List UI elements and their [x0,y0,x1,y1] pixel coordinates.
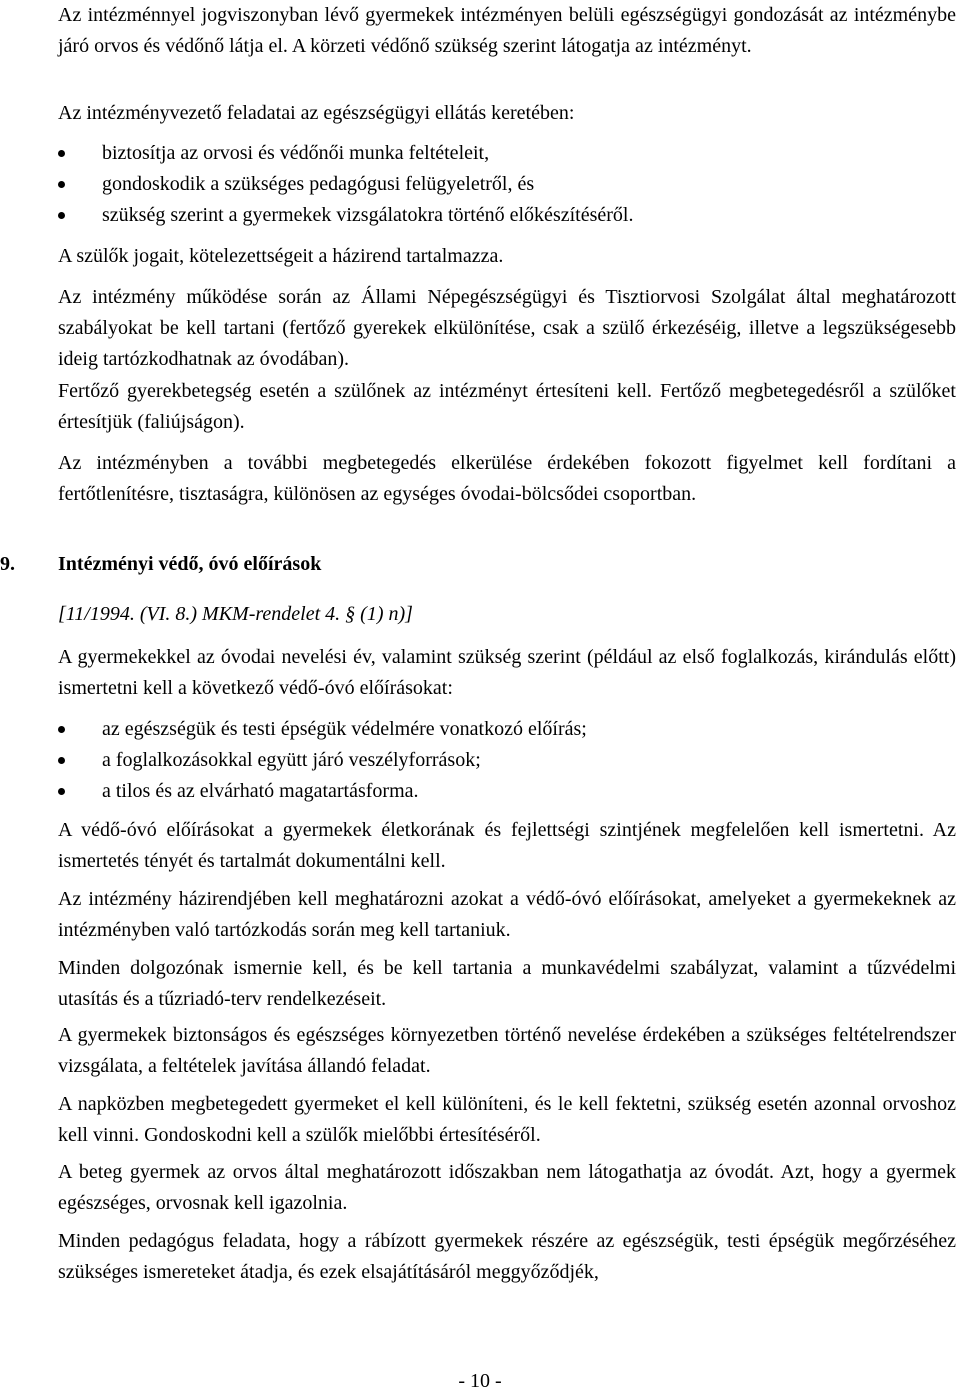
paragraph-safety-rules-intro: A gyermekekkel az óvodai nevelési év, valamint szükség szerint (például az első foglalkozás, kirándulás előtt) ismertetni kell a következő védő-óvó előírásokat: [58,646,956,699]
paragraph-infectious-disease: Fertőző gyerekbetegség esetén a szülőnek az intézményt értesíteni kell. Fertőző megbetegedésről a szülőket értesítjük (faliújságon). [58,380,956,433]
paragraph-parents-rights: A szülők jogait, kötelezettségeit a házirend tartalmazza. [58,245,504,267]
list-item: szükség szerint a gyermekek vizsgálatokra történő előkészítéséről. [58,200,956,231]
bullet-icon [58,788,65,795]
list-item: gondoskodik a szükséges pedagógusi felügyeletről, és [58,169,956,200]
legal-reference: [11/1994. (VI. 8.) MKM-rendelet 4. § (1) n)] [58,603,413,625]
bullet-icon [58,757,65,764]
paragraph-attendance: A beteg gyermek az orvos által meghatározott időszakban nem látogathatja az óvodát. Azt, hogy a gyermek egészséges, orvosnak kell igazolnia. [58,1161,956,1214]
list-item: a tilos és az elvárható magatartásforma. [58,776,956,807]
paragraph-disinfection: Az intézményben a további megbetegedés elkerülése érdekében fokozott figyelmet kell fordítani a fertőtlenítésre, tisztaságra, különösen az egységes óvodai-bölcsődei csoportban. [58,452,956,505]
paragraph-teacher-duty: Minden pedagógus feladata, hogy a rábízott gyermekek részére az egészségük, testi épségük megőrzéséhez szükséges ismereteket átadja, és ezek elsajátításáról meggyőződjék, [58,1230,956,1283]
section-number: 9. [0,553,15,575]
paragraph-safe-environment: A gyermekek biztonságos és egészséges környezetben történő nevelése érdekében a szükséges feltételrendszer vizsgálata, a feltételek javítása állandó feladat. [58,1024,956,1077]
paragraph-house-rules: Az intézmény házirendjében kell meghatározni azokat a védő-óvó előírásokat, amelyeket a gyermekeknek az intézményben való tartózkodás során meg kell tartaniuk. [58,888,956,941]
paragraph-staff-rules: Minden dolgozónak ismernie kell, és be kell tartania a munkavédelmi szabályzat, valamint a tűzvédelmi utasítás és a tűzriadó-terv rendelkezéseit. [58,957,956,1010]
section-title: Intézményi védő, óvó előírások [58,553,322,575]
paragraph-director-duties: Az intézményvezető feladatai az egészségügyi ellátás keretében: [58,102,575,124]
bullet-icon [58,726,65,733]
paragraph-age-appropriate: A védő-óvó előírásokat a gyermekek életkorának és fejlettségi szintjének megfelelően kell ismertetni. Az ismertetés tényét és tartalmát dokumentálni kell. [58,819,956,872]
bullet-icon [58,181,65,188]
paragraph-health-care: Az intézménnyel jogviszonyban lévő gyermekek intézményen belüli egészségügyi gondozását az intézménybe járó orvos és védőnő látja el. A körzeti védőnő szükség szerint látogatja az intézményt. [58,4,956,57]
list-item: az egészségük és testi épségük védelmére vonatkozó előírás; [58,714,956,745]
bullet-icon [58,150,65,157]
page-number: - 10 - [458,1370,502,1392]
section-heading [0,549,940,580]
bullet-icon [58,212,65,219]
list-item: biztosítja az orvosi és védőnői munka feltételeit, [58,138,956,169]
paragraph-sick-child: A napközben megbetegedett gyermeket el kell különíteni, és le kell fektetni, szükség esetén azonnal orvoshoz kell vinni. Gondoskodni kell a szülők mielőbbi értesítéséről. [58,1093,956,1146]
paragraph-public-health: Az intézmény működése során az Állami Népegészségügyi és Tisztiorvosi Szolgálat által meghatározott szabályokat be kell tartani (fertőző gyerekek elkülönítése, csak a szülő érkezéséig, illetve a legszükségesebb ideig tartózkodhatnak az óvodában). [58,286,956,370]
list-item: a foglalkozásokkal együtt járó veszélyforrások; [58,745,956,776]
